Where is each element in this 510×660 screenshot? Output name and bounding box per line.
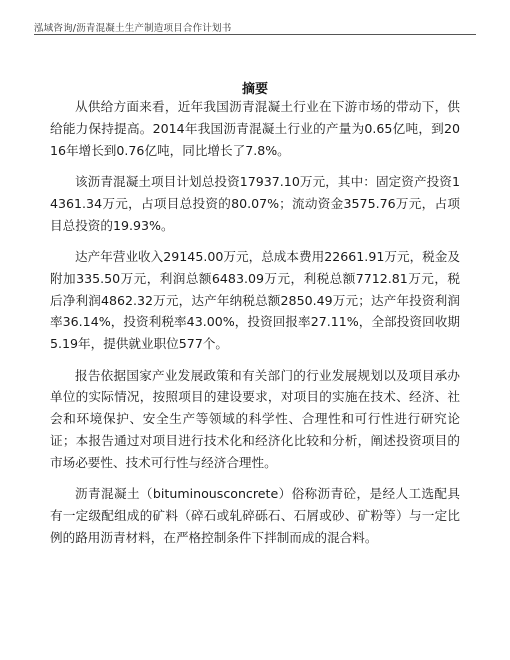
page-header: 泓域咨询/沥青混凝土生产制造项目合作计划书 [34,23,232,34]
header-divider [34,34,476,35]
paragraph-report-basis: 报告依据国家产业发展政策和有关部门的行业发展规划以及项目承办单位的实际情况，按照项目的建设要求，对项目的实施在技术、经济、社会和环境保护、安全生产等领域的科学性、合理性和可行性进行研究论证；本报告通过对项目进行技术化和经济化比较和分析，阐述投资项目的市场必要性、技术可行性与经济合理性。 [50,367,460,470]
paragraph-revenue: 达产年营业收入29145.00万元，总成本费用22661.91万元，税金及附加335.50万元，利润总额6483.09万元，利税总额7712.81万元，税后净利润4862.32万元，达产年纳税总额2850.49万元；达产年投资利润率36.14%，投资利税率43.00%，投资回报率27.11%，全部投资回收期5.19年，提供就业职位577个。 [50,248,460,352]
document-body [50,96,460,558]
paragraph-definition: 沥青混凝土（bituminousconcrete）俗称沥青砼，是经人工选配具有一定级配组成的矿料（碎石或轧碎砾石、石屑或砂、矿粉等）与一定比例的路用沥青材料，在严格控制条件下拌制而成的混合料。 [50,486,460,545]
document-title: 摘要 [241,82,268,97]
paragraph-investment: 该沥青混凝土项目计划总投资17937.10万元，其中：固定资产投资14361.34万元，占项目总投资的80.07%；流动资金3575.76万元，占项目总投资的19.93%。 [50,173,460,233]
paragraph-supply: 从供给方面来看，近年我国沥青混凝土行业在下游市场的带动下，供给能力保持提高。2014年我国沥青混凝土行业的产量为0.65亿吨，到2016年增长到0.76亿吨，同比增长了7.8%。 [50,99,460,158]
